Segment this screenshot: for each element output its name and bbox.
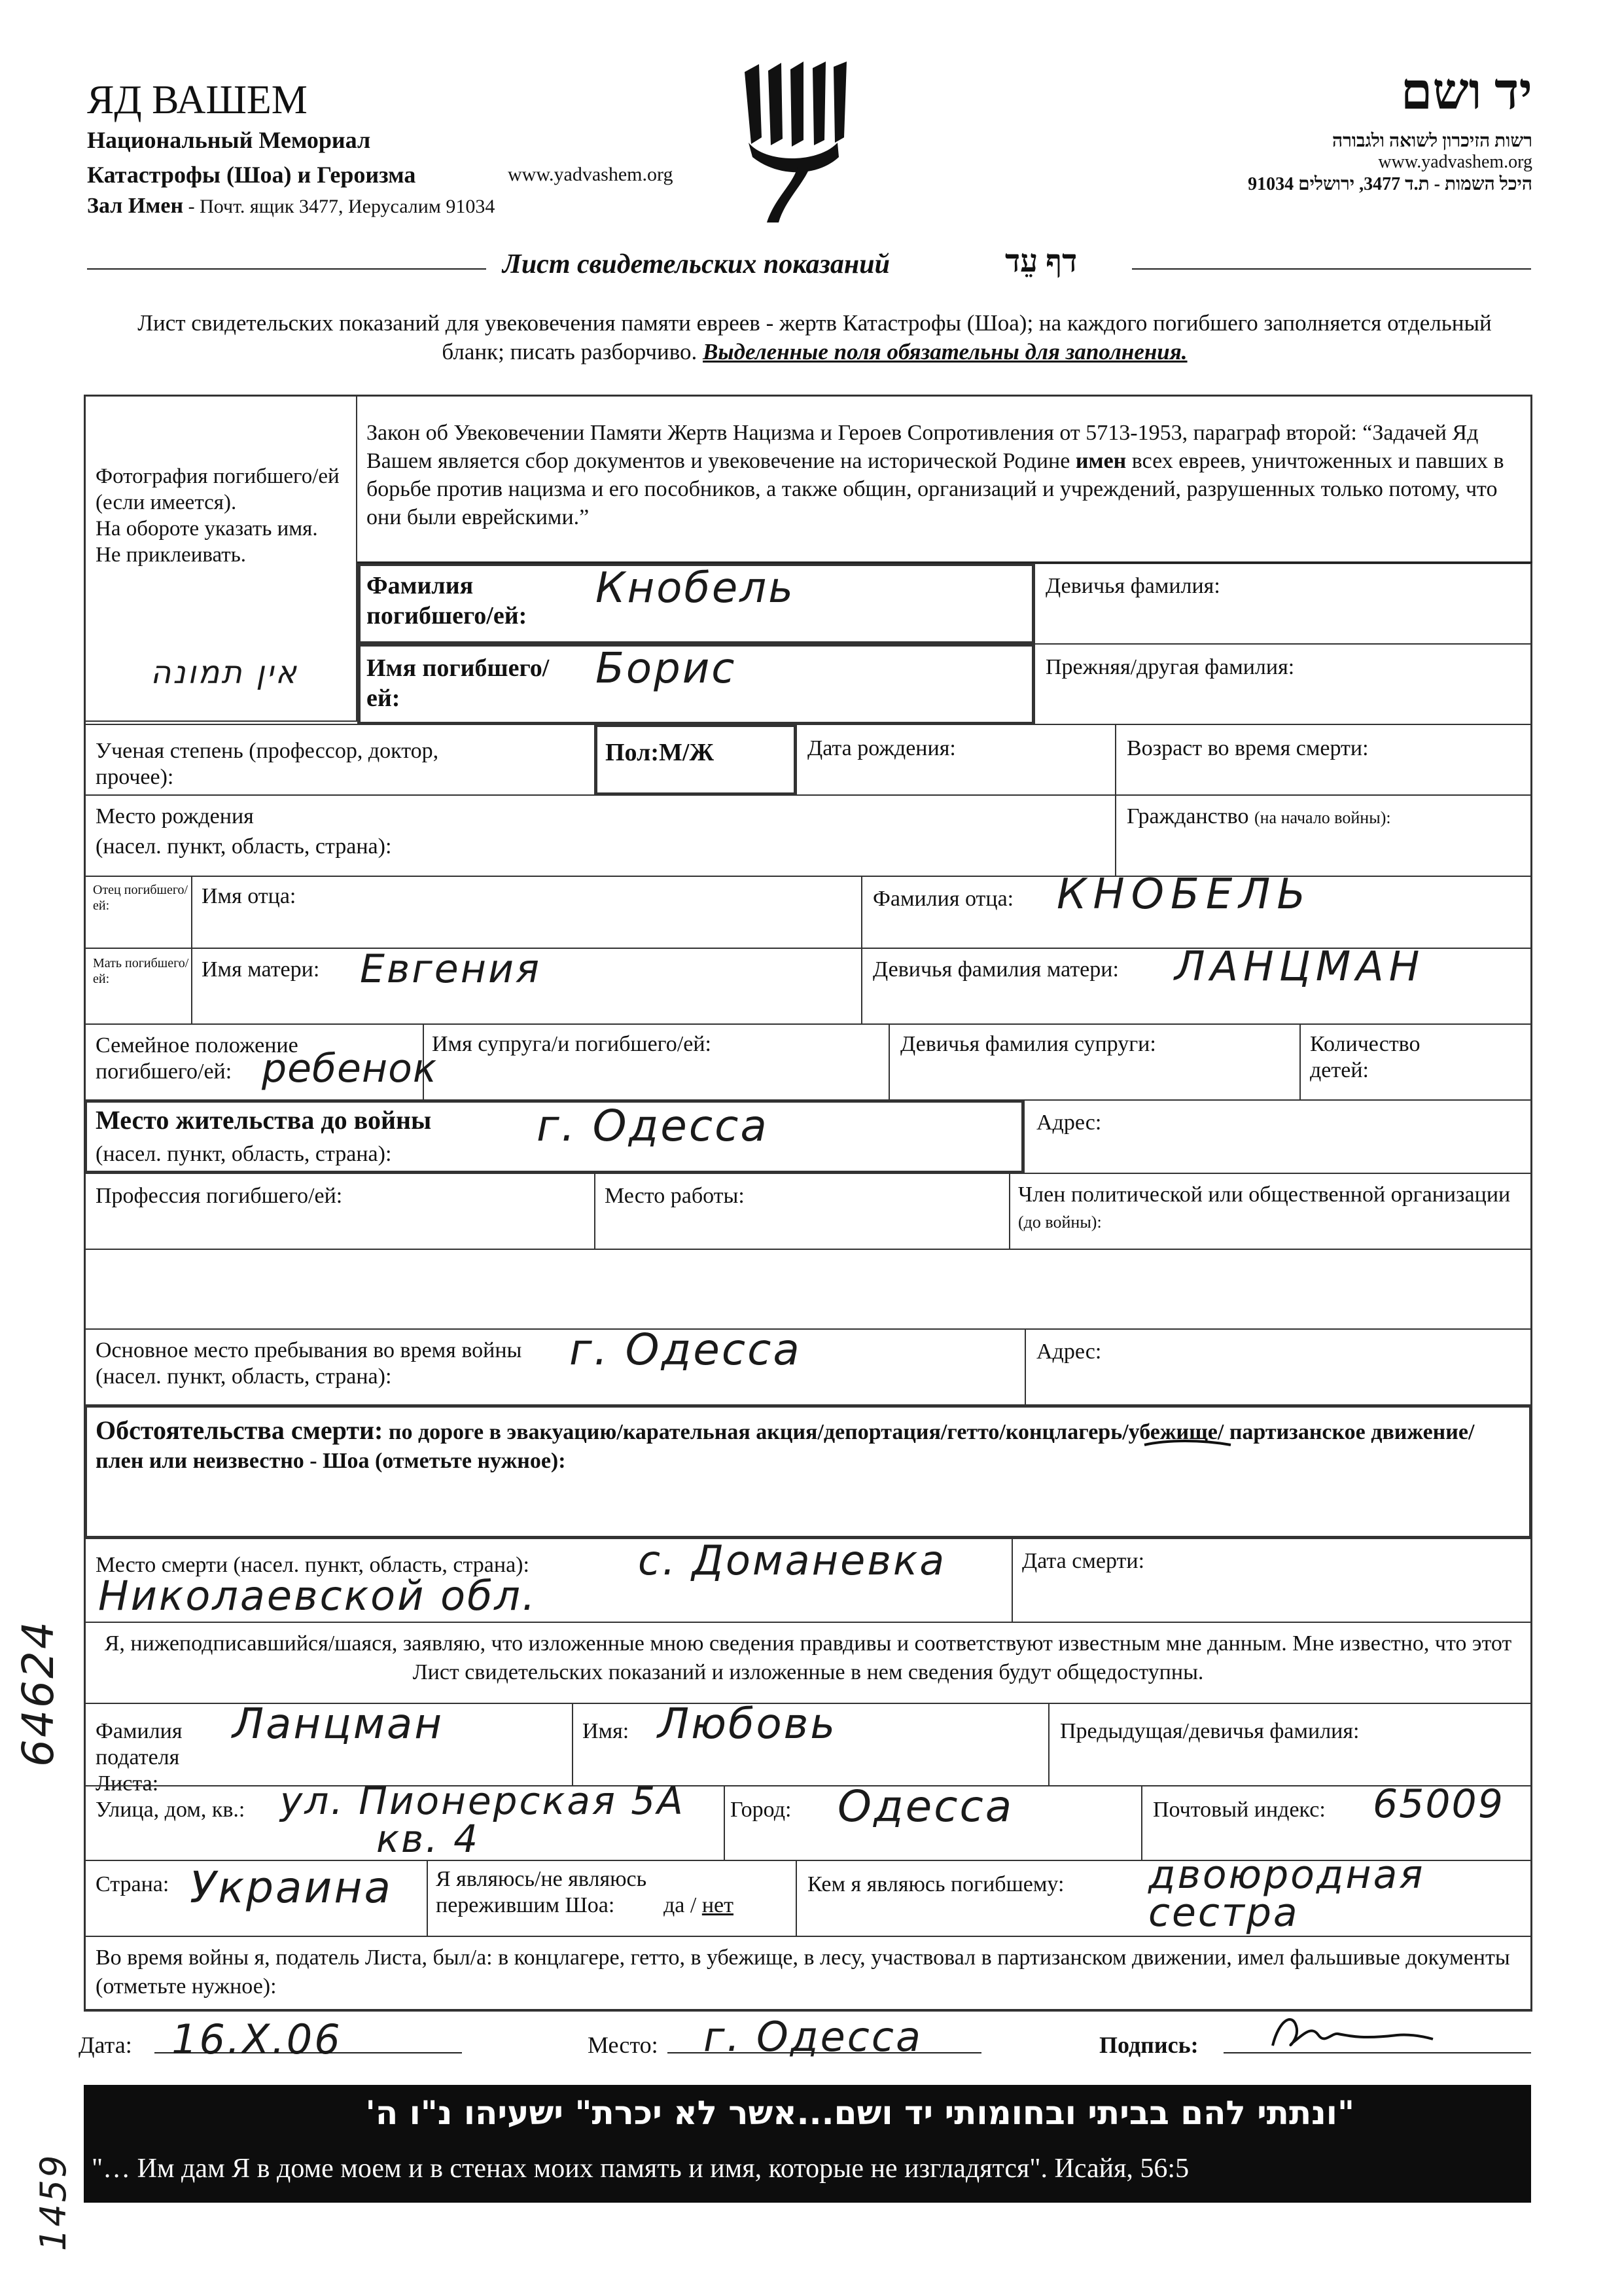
footer-date-value[interactable]: 16.X.06 <box>171 2016 342 2063</box>
law-bottom-rule <box>357 561 1532 563</box>
survivor-sep: / <box>684 1893 702 1917</box>
dob-label: Дата рождения: <box>807 736 956 760</box>
street-label: Улица, дом, кв.: <box>96 1798 245 1822</box>
sex-label: Пол:М/Ж <box>605 739 715 766</box>
residence-address-label: Адрес: <box>1036 1110 1102 1135</box>
mother-name-value[interactable]: Евгения <box>360 946 542 992</box>
children-label: Количество детей: <box>1310 1032 1421 1082</box>
he-line1: רשות הזיכרון לשואה ולגבורה <box>1332 131 1532 151</box>
he-title: יד ושם <box>1400 63 1532 120</box>
spouse-maiden-label: Девичья фамилия супруги: <box>900 1032 1156 1056</box>
residence-sub: (насел. пункт, область, страна): <box>96 1142 392 1166</box>
submitter-surname-label: Фамилия подателя Листа: <box>96 1719 183 1796</box>
law-text <box>366 419 1525 531</box>
footer-date-label: Дата: <box>79 2032 132 2058</box>
postal-label: Почтовый индекс: <box>1153 1798 1326 1822</box>
circumstances-label: Обстоятельства смерти: <box>96 1415 383 1445</box>
father-side-label: Отец погибшего/ей: <box>93 883 188 913</box>
survivor-label: Я являюсь/не являюсь пережившим Шоа: <box>436 1867 647 1917</box>
intro-text <box>105 309 1525 366</box>
death-date-label: Дата смерти: <box>1022 1549 1145 1573</box>
death-place-label: Место смерти (насел. пункт, область, страна): <box>96 1553 529 1577</box>
declaration-text: Я, нижеподписавшийся/шаяся, заявляю, что изложенные мною сведения правдивы и соответствуют известным мне данным. Мне известно, что этот Лист свидетельских показаний и изложенные в нем сведения будут общедоступны. <box>104 1631 1512 1684</box>
wartime-label: Основное место пребывания во время войны (насел. пункт, область, страна): <box>96 1338 522 1389</box>
survivor-options[interactable] <box>663 1892 733 1919</box>
mother-maiden-label: Девичья фамилия матери: <box>873 957 1119 982</box>
he-website: www.yadvashem.org <box>1378 152 1532 172</box>
photo-text-1: Фотография погибшего/ей <box>96 465 340 488</box>
birthplace-label: Место рождения <box>96 804 254 828</box>
blank-row <box>84 1249 1532 1330</box>
title-rule-right <box>1132 268 1531 270</box>
family-status-label: Семейное положение погибшего/ей: <box>96 1033 298 1084</box>
law-text-2: всех евреев, уничтоженных и павших в борьбе против нацизма и его пособников, а также общин, организаций и учреждений, разрушенных только потому, что они были еврейскими.” <box>366 449 1504 529</box>
title-rule-left <box>87 268 486 270</box>
residence-value[interactable]: г. Одесса <box>537 1101 769 1151</box>
signature[interactable] <box>1266 2006 1436 2059</box>
father-surname-value[interactable]: КНОБЕЛЬ <box>1057 870 1313 919</box>
submitter-name-label: Имя: <box>582 1719 629 1743</box>
victim-former-label: Прежняя/другая фамилия: <box>1046 655 1295 679</box>
degree-label: Ученая степень (профессор, доктор, прочее): <box>96 739 439 789</box>
he-line3: היכל השמות - ת.ד 3477, ירושלים 91034 <box>1248 174 1532 194</box>
photo-text-2: (если имеется). <box>96 491 237 514</box>
ru-memorial-line1: Национальный Мемориал <box>87 127 371 153</box>
mother-side-label: Мать погибшего/ей: <box>93 956 189 986</box>
mother-name-label: Имя матери: <box>202 957 320 982</box>
banner-hebrew: "ונתתי להם בביתי ובחומותי יד ושם...אשר לא יכרת" ישעיהו נ"ו ה' <box>365 2094 1354 2132</box>
mother-maiden-value[interactable]: ЛАНЦМАН <box>1174 942 1425 990</box>
ru-hall-of-names <box>87 194 495 219</box>
circumstances-options: по дороге в эвакуацию/карательная акция/депортация/гетто/концлагерь/убежище/ партизанское движение/плен или неизвестно - Шоа (отметьте нужное): <box>96 1420 1475 1473</box>
survivor-yes[interactable]: да <box>663 1893 685 1917</box>
father-surname-label: Фамилия отца: <box>873 887 1014 911</box>
photo-text <box>96 463 344 568</box>
intro-main: Лист свидетельских показаний для увековечения памяти евреев - жертв Катастрофы (Шоа); на каждого погибшего заполняется отдельный бланк; писать разборчиво. <box>137 310 1492 364</box>
victim-name-value[interactable]: Борис <box>595 645 737 693</box>
citizenship-label-sub: (на начало войны): <box>1254 808 1391 827</box>
ru-website: www.yadvashem.org <box>508 164 673 185</box>
wartime-value[interactable]: г. Одесса <box>569 1324 802 1375</box>
banner-russian: "… Им дам Я в доме моем и в стенах моих память и имя, которые не изгладятся". Исайя, 56:5 <box>92 2154 1190 2184</box>
submitter-surname-value[interactable]: Ланцман <box>232 1700 444 1749</box>
membership-label <box>1018 1182 1528 1235</box>
profession-label: Профессия погибшего/ей: <box>96 1184 343 1208</box>
relation-value-2[interactable]: сестра <box>1148 1890 1299 1936</box>
citizenship-label-main: Гражданство <box>1127 804 1249 828</box>
ru-memorial-line2: Катастрофы (Шоа) и Героизма <box>87 162 416 188</box>
ru-title: ЯД ВАШЕМ <box>87 78 308 122</box>
street-value-1[interactable]: ул. Пионерская 5А <box>280 1779 685 1823</box>
victim-maiden-label: Девичья фамилия: <box>1046 574 1220 598</box>
country-value[interactable]: Украина <box>190 1862 393 1913</box>
footer-place-label: Место: <box>588 2032 658 2058</box>
country-label: Страна: <box>96 1872 169 1896</box>
intro-emphasis: Выделенные поля обязательны для заполнения. <box>703 339 1188 364</box>
form-title-he: דף עֵד <box>1005 244 1078 279</box>
victim-surname-label: Фамилия погибшего/ей: <box>366 572 527 630</box>
submitter-name-value[interactable]: Любовь <box>658 1700 838 1749</box>
submitter-prev-cell[interactable] <box>1048 1703 1532 1786</box>
law-text-1: Закон об Увековечении Памяти Жертв Нацизма и Героев Сопротивления от 5713-1953, параграф второй: “Задачей Яд Вашем является сбор документов и увековечение на исторической Родине <box>366 421 1479 473</box>
membership-label-sub: (до войны): <box>1018 1213 1102 1232</box>
form-title-ru: Лист свидетельских показаний <box>503 249 890 279</box>
ghetto-underline-mark <box>1142 1437 1233 1450</box>
ru-hall-label: Зал Имен <box>87 194 184 218</box>
family-status-value[interactable]: ребенок <box>262 1046 438 1092</box>
circumstances-text <box>96 1416 1522 1476</box>
photo-text-3: На обороте указать имя. <box>96 517 318 541</box>
photo-text-4: Не приклеивать. <box>96 543 247 567</box>
postal-value[interactable]: 65009 <box>1373 1781 1504 1827</box>
relation-label: Кем я являюсь погибшему: <box>807 1872 1065 1896</box>
birthplace-sub: (насел. пункт, область, страна): <box>96 834 392 859</box>
relation-value-1[interactable]: двоюродная <box>1148 1852 1425 1898</box>
wartime-address-label: Адрес: <box>1036 1340 1102 1364</box>
war-activity-text: Во время войны я, податель Листа, был/а: в концлагере, гетто, в убежище, в лесу, участвовал в партизанском движении, имел фальшивые документы (отметьте нужное): <box>96 1945 1510 1999</box>
street-value-2[interactable]: кв. 4 <box>376 1817 480 1861</box>
footer-sign-label: Подпись: <box>1099 2032 1199 2058</box>
victim-surname-value[interactable]: Кнобель <box>595 564 795 613</box>
margin-number-2: 1459 <box>33 2153 74 2251</box>
ru-hall-address: - Почт. ящик 3477, Иерусалим 91034 <box>183 196 495 217</box>
footer-place-value[interactable]: г. Одесса <box>703 2013 923 2061</box>
law-text-bold: имен <box>1075 449 1127 473</box>
citizenship-label <box>1127 804 1391 831</box>
death-place-value-2[interactable]: Николаевской обл. <box>98 1572 537 1620</box>
workplace-label: Место работы: <box>605 1184 745 1208</box>
residence-label: Место жительства до войны <box>96 1105 432 1135</box>
death-place-value-1[interactable]: с. Доманевка <box>638 1537 947 1584</box>
membership-label-main: Член политической или общественной организации <box>1018 1182 1511 1207</box>
margin-number-1: 64624 <box>13 1620 63 1767</box>
victim-name-label: Имя погибшего/ей: <box>366 654 550 712</box>
age-label: Возраст во время смерти: <box>1127 736 1369 760</box>
survivor-no[interactable]: нет <box>701 1893 733 1917</box>
photo-handwritten-note: אין תמונה <box>150 654 298 691</box>
spouse-name-label: Имя супруга/и погибшего/ей: <box>432 1032 711 1056</box>
father-name-label: Имя отца: <box>202 884 296 908</box>
submitter-prev-label: Предыдущая/девичья фамилия: <box>1060 1719 1360 1743</box>
yad-vashem-logo <box>739 59 851 229</box>
city-label: Город: <box>730 1798 792 1822</box>
city-value[interactable]: Одесса <box>838 1781 1014 1832</box>
